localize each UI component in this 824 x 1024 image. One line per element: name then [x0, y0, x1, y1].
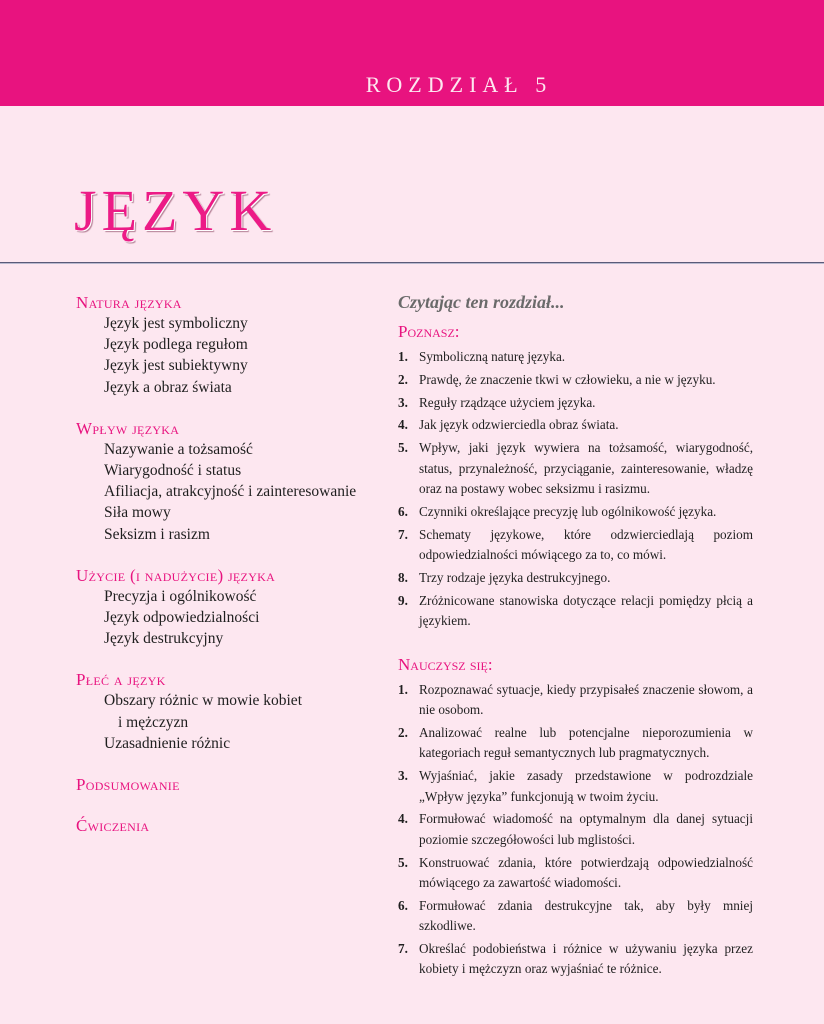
toc-heading: Podsumowanie [76, 775, 180, 795]
chapter-label: ROZDZIAŁ 5 [365, 72, 553, 97]
toc-item: Wiarygodność i status [104, 462, 242, 480]
list-item [398, 393, 753, 413]
item-number: 2. [398, 371, 408, 387]
list-item [398, 568, 753, 588]
skills-heading: Nauczysz się: [398, 654, 493, 674]
spacer [398, 634, 753, 654]
skills-list [398, 680, 753, 980]
toc-item: Seksizm i rasizm [104, 525, 210, 543]
list-item [398, 370, 753, 390]
item-text: Trzy rodzaje języka destrukcyjnego. [419, 569, 611, 585]
item-text: Symboliczną naturę języka. [419, 349, 566, 364]
toc-heading: Ćwiczenia [76, 816, 150, 836]
toc-heading: Wpływ języka [76, 418, 180, 438]
item-number: 7. [398, 526, 408, 542]
toc-item: Nazywanie a tożsamość [104, 440, 253, 458]
item-number: 3. [398, 768, 408, 784]
toc-heading: Płeć a język [76, 670, 166, 690]
toc-item: i mężczyzn [118, 713, 189, 731]
list-item [398, 766, 753, 807]
objectives-intro: Czytając ten rozdział... [398, 292, 565, 312]
item-text: Analizować realne lub potencjalne nieporozumienia w kategoriach reguł semantycznych lub pragmatycznych. [419, 725, 753, 761]
list-item [398, 591, 753, 632]
toc-item: Język podlega regułom [104, 336, 248, 354]
toc-heading: Użycie (i nadużycie) języka [76, 565, 276, 585]
list-item [398, 896, 753, 937]
toc-item: Uzasadnienie różnic [104, 734, 231, 752]
item-text: Formułować wiadomość na optymalnym dla danej sytuacji poziomie szczegółowości lub mglistości. [419, 811, 753, 847]
toc-item: Język destrukcyjny [104, 630, 224, 648]
toc-item: Język jest subiektywny [104, 357, 248, 375]
item-number: 3. [398, 394, 408, 410]
toc-item: Język odpowiedzialności [104, 609, 260, 627]
list-item [398, 853, 753, 894]
toc-section [76, 418, 386, 545]
list-item [398, 347, 753, 367]
learn-heading: Poznasz: [398, 322, 460, 341]
item-number: 5. [398, 854, 408, 870]
item-text: Rozpoznawać sytuacje, kiedy przypisałeś znaczenie słowom, a nie osobom. [419, 681, 753, 718]
item-number: 7. [398, 941, 408, 957]
item-text: Konstruować zdania, które potwierdzają odpowiedzialność mówiącego za zawartość wiadomości. [419, 854, 753, 891]
item-number: 8. [398, 569, 408, 585]
toc-section [76, 815, 386, 836]
item-text: Zróżnicowane stanowiska dotyczące relacji pomiędzy płcią a językiem. [419, 592, 753, 628]
toc-item: Obszary różnic w mowie kobiet [104, 692, 302, 710]
toc-section [76, 292, 386, 398]
chapter-objectives [398, 291, 753, 982]
item-number: 1. [398, 681, 408, 697]
toc-item: Afiliacja, atrakcyjność i zainteresowanie [104, 483, 357, 501]
item-text: Wyjaśniać, jakie zasady przedstawione w podrozdziale „Wpływ języka” funkcjonują w twoim życiu. [419, 768, 753, 804]
learn-list [398, 347, 753, 631]
item-text: Reguły rządzące użyciem języka. [419, 394, 596, 410]
list-item [398, 438, 753, 499]
item-number: 5. [398, 440, 408, 456]
list-item [398, 939, 753, 980]
item-text: Czynniki określające precyzję lub ogólnikowość języka. [419, 503, 717, 519]
item-number: 6. [398, 897, 408, 913]
toc-section [76, 669, 386, 754]
item-text: Schematy językowe, które odzwierciedlają poziom odpowiedzialności mówiącego za to, co mówi. [419, 526, 753, 562]
item-text: Formułować zdania destrukcyjne tak, aby były mniej szkodliwe. [419, 897, 753, 934]
table-of-contents [76, 292, 386, 856]
page-title: JĘZYK [74, 178, 277, 243]
list-item [398, 502, 753, 522]
toc-heading: Natura języka [76, 293, 182, 312]
toc-item: Siła mowy [104, 504, 171, 522]
item-number: 6. [398, 503, 408, 519]
item-number: 2. [398, 725, 408, 740]
toc-item: Język a obraz świata [104, 378, 232, 396]
item-number: 4. [398, 811, 408, 827]
item-number: 9. [398, 592, 408, 608]
toc-section [76, 774, 386, 795]
list-item [398, 723, 753, 764]
list-item [398, 525, 753, 566]
title-divider [0, 262, 824, 263]
toc-item: Język jest symboliczny [104, 315, 248, 332]
list-item [398, 680, 753, 721]
list-item [398, 415, 753, 435]
item-text: Wpływ, jaki język wywiera na tożsamość, wiarygodność, status, przynależność, przyciąganie, zainteresowanie, władzę oraz na postawy wobec seksizmu i rasizmu. [419, 440, 753, 496]
item-text: Jak język odzwierciedla obraz świata. [419, 417, 619, 433]
item-text: Prawdę, że znaczenie tkwi w człowieku, a nie w języku. [419, 371, 716, 387]
list-item [398, 809, 753, 850]
item-number: 4. [398, 417, 408, 433]
toc-section [76, 565, 386, 650]
item-text: Określać podobieństwa i różnice w używaniu języka przez kobiety i mężczyzn oraz wyjaśniać te różnice. [419, 941, 753, 977]
toc-item: Precyzja i ogólnikowość [104, 587, 257, 605]
item-number: 1. [398, 349, 408, 364]
